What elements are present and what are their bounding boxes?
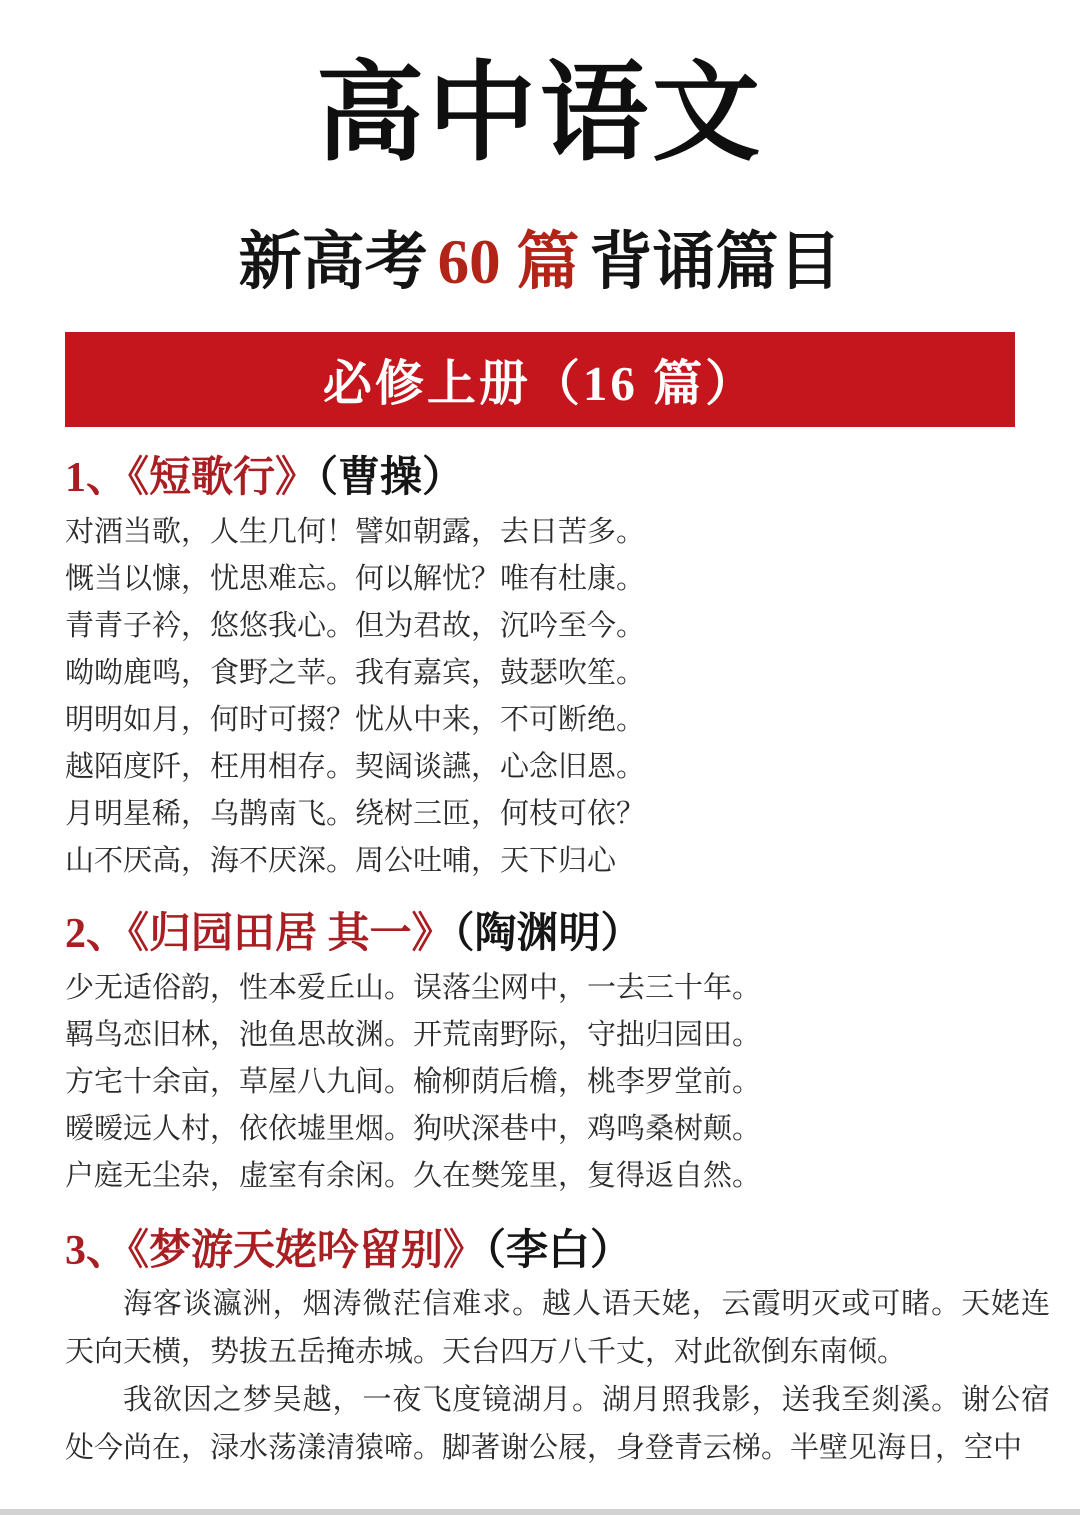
poem-line: 户庭无尘杂，虚室有余闲。久在樊笼里，复得返自然。	[65, 1160, 762, 1192]
subtitle-highlight: 60 篇	[437, 227, 580, 297]
poem-line: 明明如月，何时可掇？忧从中来，不可断绝。	[65, 704, 646, 736]
poem-1-heading	[65, 451, 1050, 505]
poem-3-heading	[65, 1224, 1050, 1278]
poem-2-title: 《归园田居 其一》	[128, 911, 454, 957]
volume-banner	[65, 332, 1015, 427]
poem-line: 对酒当歌，人生几何！譬如朝露，去日苦多。	[65, 516, 646, 548]
page-subtitle	[0, 220, 1080, 304]
poem-1-body	[65, 509, 1050, 885]
poem-paragraph: 海客谈瀛洲，烟涛微茫信难求。越人语天姥，云霞明灭或可睹。天姥连天向天横，势拔五岳掩赤城。天台四万八千丈，对此欲倒东南倾。	[65, 1288, 1050, 1368]
poem-1-author: （曹操）	[317, 455, 465, 501]
poem-line: 山不厌高，海不厌深。周公吐哺，天下归心	[65, 845, 617, 877]
poem-3-body	[65, 1280, 1050, 1472]
poem-1-number: 1、	[65, 455, 129, 501]
poem-line: 越陌度阡，枉用相存。契阔谈讌，心念旧恩。	[65, 751, 646, 783]
poem-line: 慨当以慷，忧思难忘。何以解忧？唯有杜康。	[65, 563, 646, 595]
poem-section-1	[65, 451, 1050, 885]
poem-line: 月明星稀，乌鹊南飞。绕树三匝，何枝可依？	[65, 798, 646, 830]
poem-section-3	[65, 1224, 1050, 1472]
poem-line: 呦呦鹿鸣，食野之苹。我有嘉宾，鼓瑟吹笙。	[65, 657, 646, 689]
poem-paragraph: 我欲因之梦吴越，一夜飞度镜湖月。湖月照我影，送我至剡溪。谢公宿处今尚在，渌水荡漾清猿啼。脚著谢公屐，身登青云梯。半壁见海日，空中	[65, 1384, 1050, 1464]
poem-line: 少无适俗韵，性本爱丘山。误落尘网中，一去三十年。	[65, 972, 762, 1004]
poem-line: 青青子衿，悠悠我心。但为君故，沉吟至今。	[65, 610, 646, 642]
poem-2-author: （陶渊明）	[453, 911, 643, 957]
subtitle-prefix: 新高考	[238, 227, 428, 297]
poem-3-title: 《梦游天姥吟留别》	[128, 1228, 486, 1274]
poem-2-number: 2、	[65, 911, 129, 957]
page-bottom-edge	[0, 1509, 1080, 1515]
poem-3-author: （李白）	[485, 1228, 633, 1274]
poem-line: 暧暧远人村，依依墟里烟。狗吠深巷中，鸡鸣桑树颠。	[65, 1113, 762, 1145]
poem-1-title: 《短歌行》	[128, 455, 318, 501]
poem-2-heading	[65, 907, 1050, 961]
page-title: 高中语文	[315, 55, 764, 174]
poem-2-body	[65, 965, 1050, 1200]
poem-3-number: 3、	[65, 1228, 129, 1274]
subtitle-suffix: 背诵篇目	[589, 227, 842, 297]
volume-banner-label: 必修上册（16 篇）	[322, 355, 758, 411]
poem-line: 方宅十余亩，草屋八九间。榆柳荫后檐，桃李罗堂前。	[65, 1066, 762, 1098]
poem-section-2	[65, 907, 1050, 1200]
poem-line: 羁鸟恋旧林，池鱼思故渊。开荒南野际，守拙归园田。	[65, 1019, 762, 1051]
